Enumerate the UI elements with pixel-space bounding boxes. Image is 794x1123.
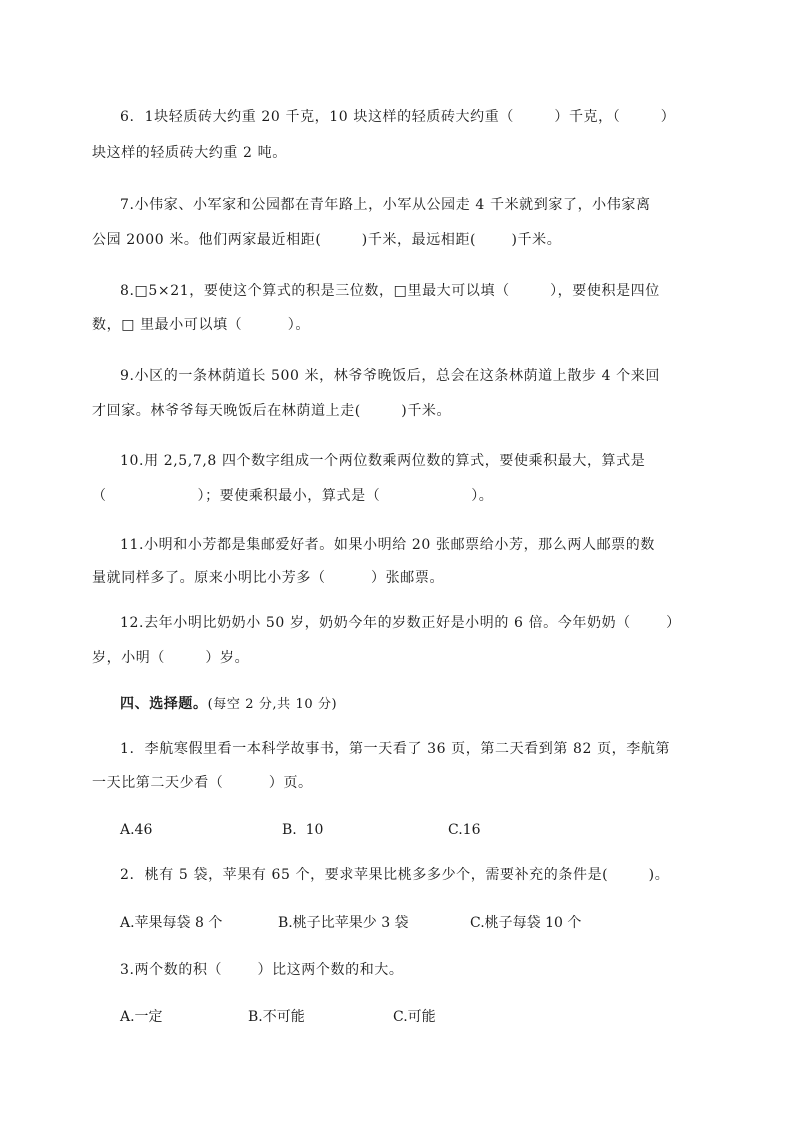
- c3-option-a: A.一定: [120, 1009, 163, 1025]
- section-note: (每空 2 分,共 10 分): [207, 697, 338, 712]
- c1-line-1: 1. 李航寒假里看一本科学故事书，第一天看了 36 页，第二天看到第 82 页，李航第: [120, 741, 671, 757]
- q7-line-2: 公园 2000 米。他们两家最近相距( )千米，最远相距( )千米。: [92, 232, 562, 248]
- c1-option-b: B. 10: [282, 822, 324, 838]
- q10-line-2: （ ）；要使乘积最小，算式是（ ）。: [92, 488, 494, 504]
- q9-line-1: 9.小区的一条林荫道长 500 米，林爷爷晚饭后，总会在这条林荫道上散步 4 个来回: [120, 368, 660, 384]
- q8-line-2: 数，□ 里最小可以填（ ）。: [92, 317, 310, 333]
- c1-option-a: A.46: [120, 822, 153, 838]
- c2-option-c: C.桃子每袋 10 个: [470, 915, 582, 931]
- c2-option-a: A.苹果每袋 8 个: [120, 915, 223, 931]
- q12-line-2: 岁，小明（ ）岁。: [92, 650, 250, 666]
- q11-line-1: 11.小明和小芳都是集邮爱好者。如果小明给 20 张邮票给小芳，那么两人邮票的数: [120, 537, 655, 553]
- q12-line-1: 12.去年小明比奶奶小 50 岁，奶奶今年的岁数正好是小明的 6 倍。今年奶奶（ ）: [120, 615, 681, 631]
- section-title: 四、选择题。: [120, 696, 208, 712]
- q6-line-1: 6. 1块轻质砖大约重 20 千克，10 块这样的轻质砖大约重（ ）千克，（ ）: [120, 109, 676, 125]
- c2-line-1: 2. 桃有 5 袋，苹果有 65 个，要求苹果比桃多多少个，需要补充的条件是( )。: [120, 867, 670, 883]
- q10-line-1: 10.用 2,5,7,8 四个数字组成一个两位数乘两位数的算式，要使乘积最大，算式是: [120, 453, 646, 469]
- section-heading: [120, 695, 337, 714]
- c1-line-2: 一天比第二天少看（ ）页。: [92, 775, 313, 791]
- c3-option-b: B.不可能: [248, 1009, 305, 1025]
- c3-line-1: 3.两个数的积（ ）比这两个数的和大。: [120, 962, 404, 978]
- q7-line-1: 7.小伟家、小军家和公园都在青年路上，小军从公园走 4 千米就到家了，小伟家离: [120, 197, 651, 213]
- c3-option-c: C.可能: [393, 1009, 436, 1025]
- q9-line-2: 才回家。林爷爷每天晚饭后在林荫道上走( )千米。: [92, 403, 452, 419]
- q11-line-2: 量就同样多了。原来小明比小芳多（ ）张邮票。: [92, 570, 445, 586]
- q8-line-1: 8.□5×21，要使这个算式的积是三位数，□里最大可以填（ ），要使积是四位: [120, 283, 660, 299]
- c1-option-c: C.16: [448, 822, 481, 838]
- q6-line-2: 块这样的轻质砖大约重 2 吨。: [92, 145, 287, 161]
- c2-option-b: B.桃子比苹果少 3 袋: [278, 915, 409, 931]
